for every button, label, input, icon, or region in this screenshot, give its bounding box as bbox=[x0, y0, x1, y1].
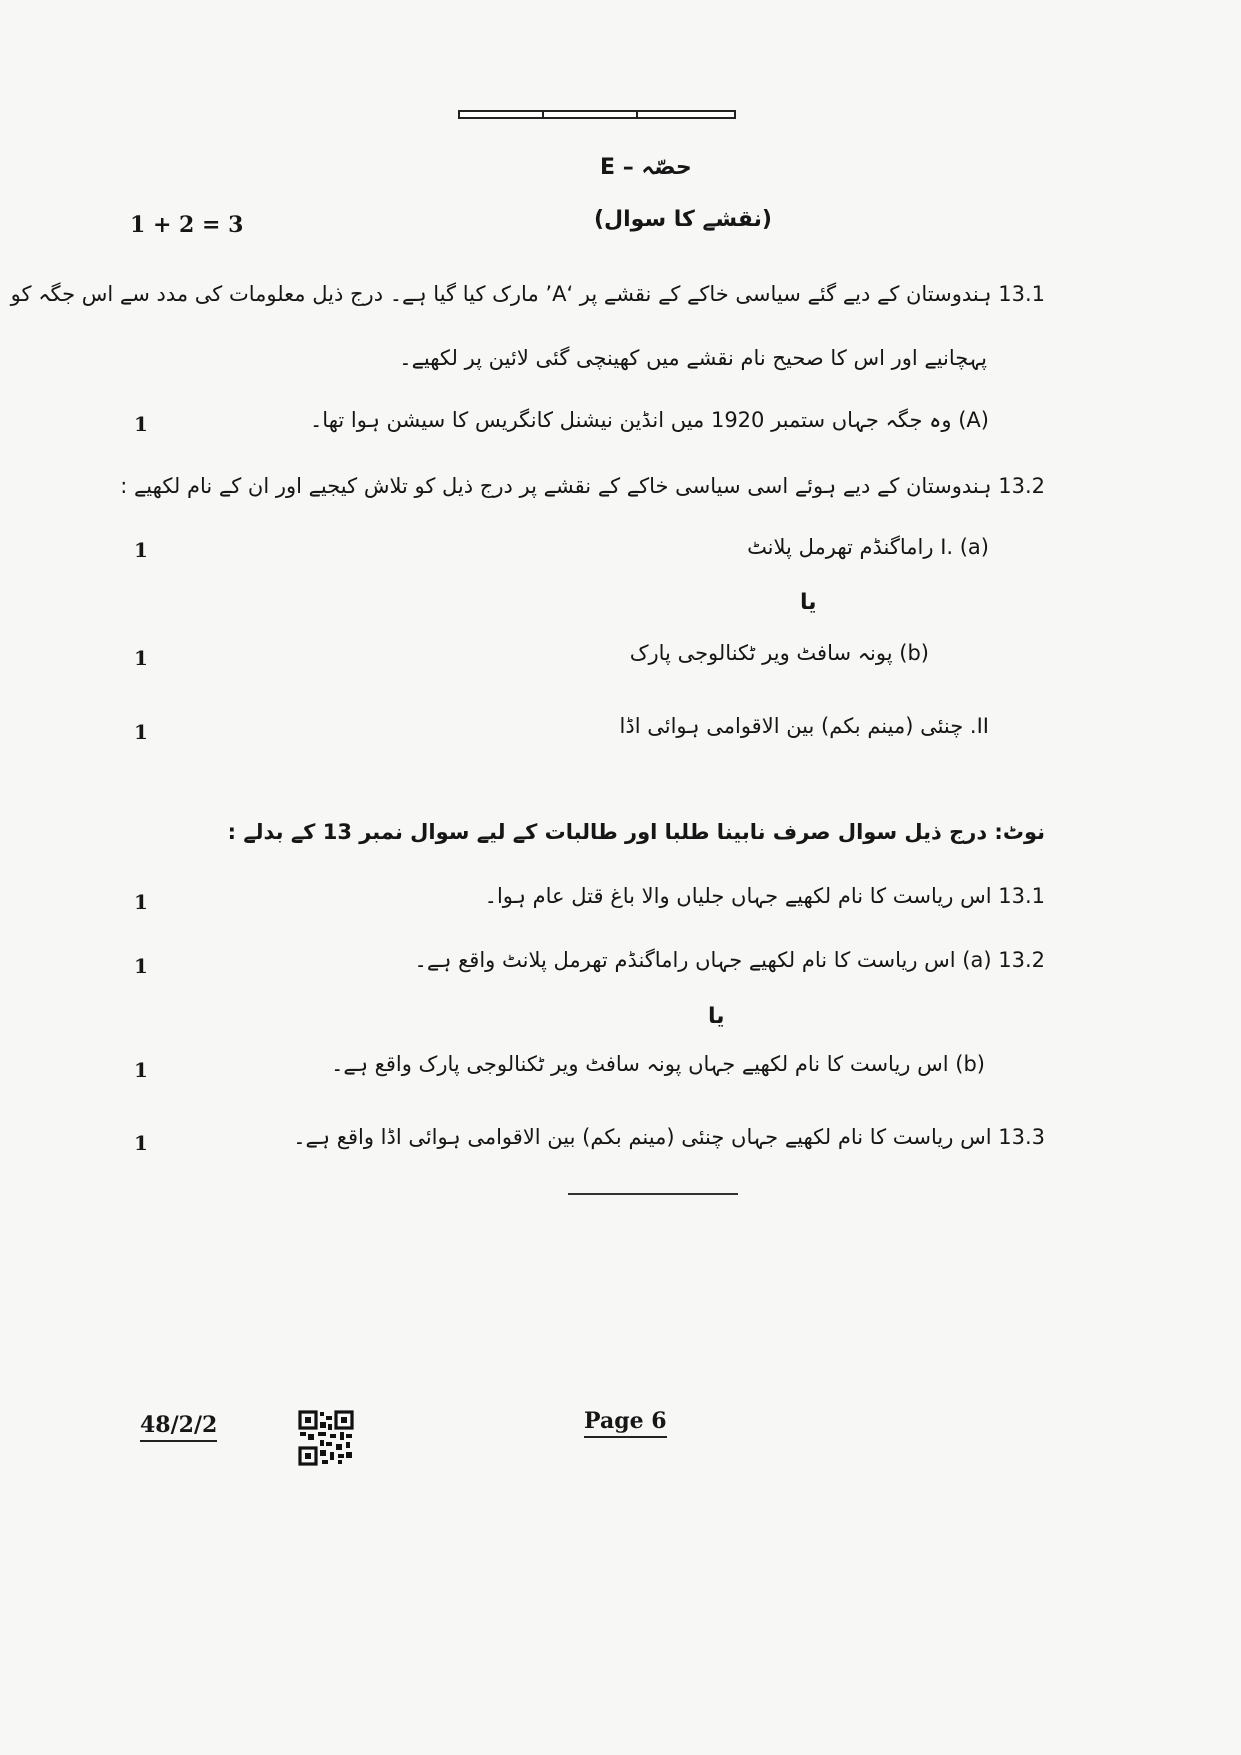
mark-q13-2-Ia: 1 bbox=[134, 538, 148, 562]
q13-1-line1: 13.1 ہندوستان کے دیے گئے سیاسی خاکے کے نقشے پر ‘A’ مارک کیا گیا ہے۔ درج ذیل معلومات کی مدد سے اس جگہ کو bbox=[10, 282, 1045, 306]
marks-formula: 1 + 2 = 3 bbox=[130, 212, 244, 238]
mark-note-13-3: 1 bbox=[134, 1131, 148, 1155]
note-13-3: 13.3 اس ریاست کا نام لکھیے جہاں چنئی (مینم بکم) بین الاقوامی ہوائی اڈا واقع ہے۔ bbox=[293, 1125, 1045, 1149]
mark-note-13-1: 1 bbox=[134, 890, 148, 914]
q13-2-II: II. چنئی (مینم بکم) بین الاقوامی ہوائی اڈا bbox=[619, 714, 989, 738]
paper-code: 48/2/2 bbox=[140, 1412, 217, 1438]
note-13-1: 13.1 اس ریاست کا نام لکھیے جہاں جلیاں والا باغ قتل عام ہوا۔ bbox=[484, 884, 1045, 908]
mark-note-13-2b: 1 bbox=[134, 1058, 148, 1082]
note-heading: نوٹ: درج ذیل سوال صرف نابینا طلبا اور طالبات کے لیے سوال نمبر 13 کے بدلے : bbox=[227, 820, 1045, 844]
q13-2-Ib: (b) پونہ سافٹ ویر ٹکنالوجی پارک bbox=[629, 641, 929, 665]
q13-2-Ia: I. (a) راماگنڈم تھرمل پلانٹ bbox=[747, 535, 989, 559]
section-title: حصّہ – E bbox=[600, 155, 692, 180]
q13-2-line: 13.2 ہندوستان کے دیے ہوئے اسی سیاسی خاکے کے نقشے پر درج ذیل کو تلاش کیجیے اور ان کے نام لکھیے : bbox=[120, 474, 1045, 498]
mark-q13-2-Ib: 1 bbox=[134, 646, 148, 670]
mark-note-13-2a: 1 bbox=[134, 954, 148, 978]
mark-q13-2-II: 1 bbox=[134, 720, 148, 744]
or-divider-2: یا bbox=[708, 1004, 725, 1029]
note-13-2a: 13.2 (a) اس ریاست کا نام لکھیے جہاں راماگنڈم تھرمل پلانٹ واقع ہے۔ bbox=[414, 948, 1045, 972]
q13-1-line2: پہچانیے اور اس کا صحیح نام نقشے میں کھینچی گئی لائین پر لکھیے۔ bbox=[399, 346, 987, 370]
top-decorative-bar bbox=[458, 110, 736, 119]
page-number: Page 6 bbox=[584, 1408, 667, 1434]
or-divider-1: یا bbox=[800, 590, 817, 615]
q13-1-A: (A) وہ جگہ جہاں ستمبر 1920 میں انڈین نیشنل کانگریس کا سیشن ہوا تھا۔ bbox=[309, 408, 989, 432]
section-subtitle: (نقشے کا سوال) bbox=[594, 207, 772, 232]
end-rule bbox=[568, 1193, 738, 1195]
qr-code-icon bbox=[298, 1410, 354, 1466]
note-13-2b: (b) اس ریاست کا نام لکھیے جہاں پونہ سافٹ ویر ٹکنالوجی پارک واقع ہے۔ bbox=[331, 1052, 985, 1076]
mark-q13-1-A: 1 bbox=[134, 412, 148, 436]
